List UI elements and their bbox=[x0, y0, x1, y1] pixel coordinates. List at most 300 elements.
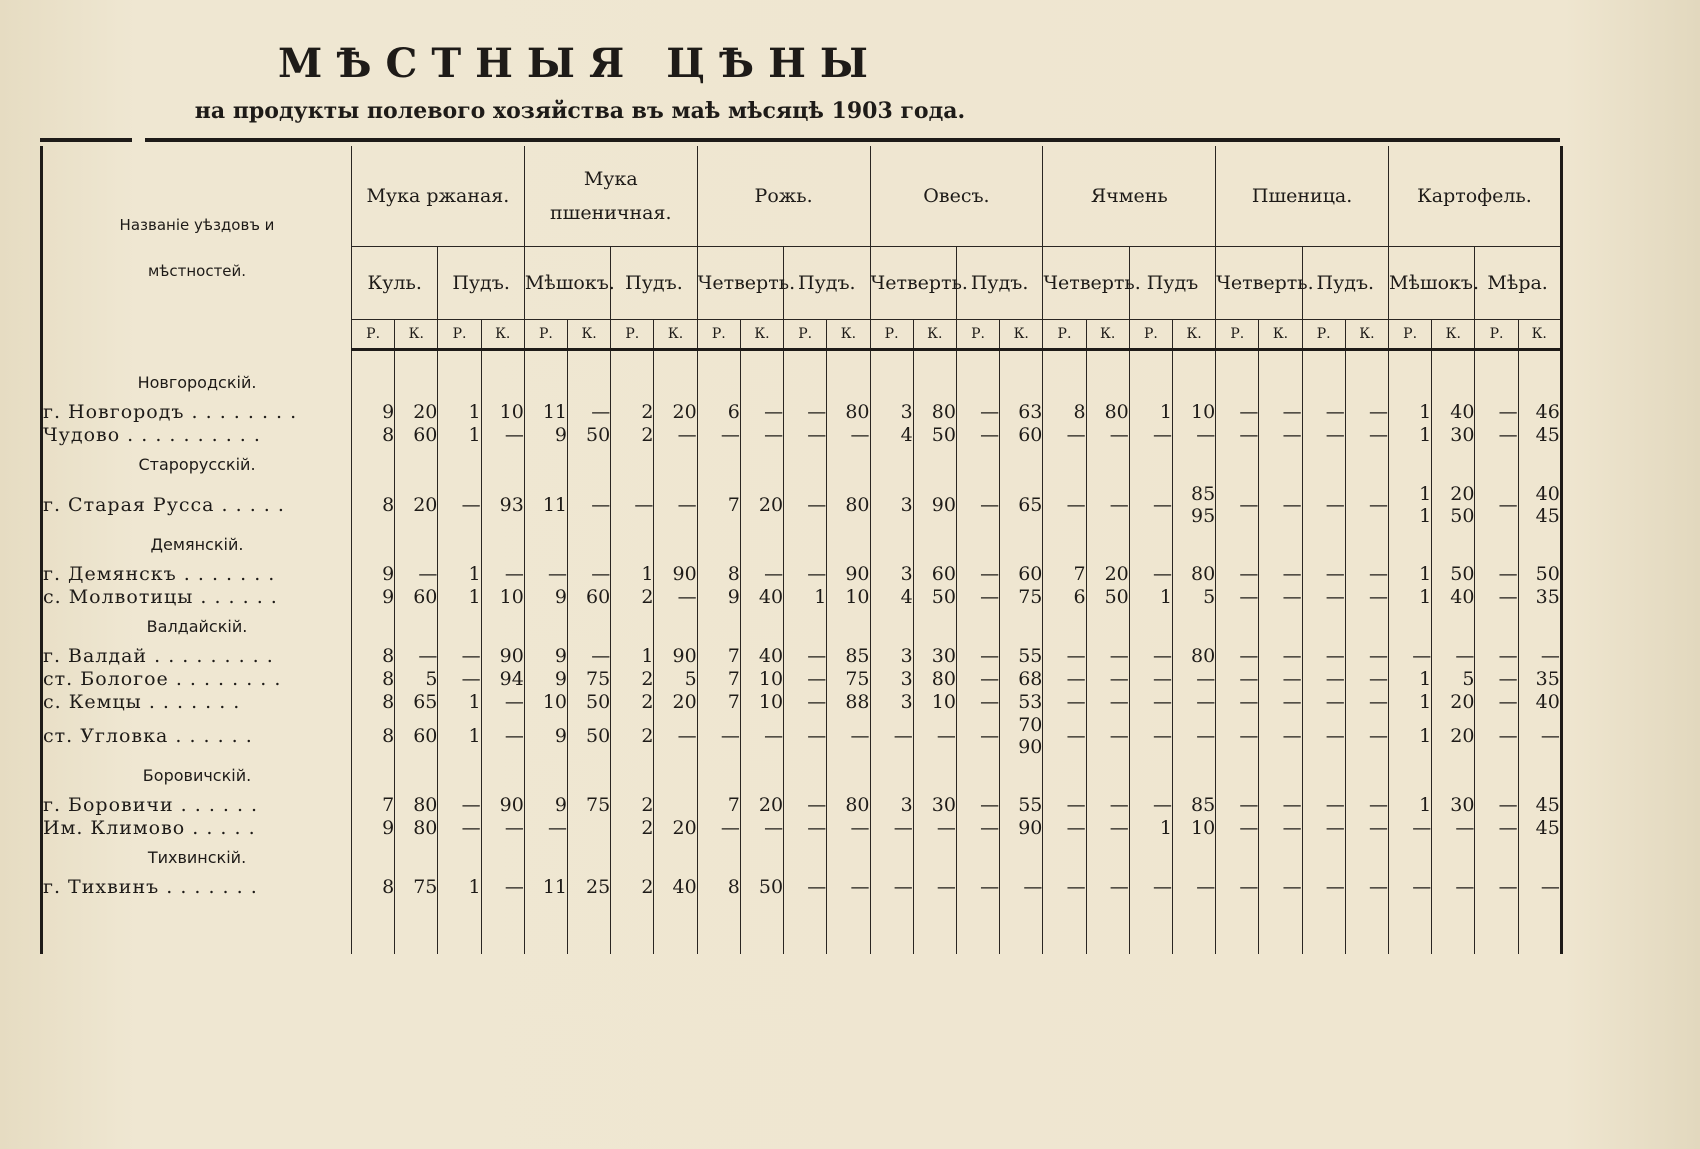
empty-cell bbox=[1172, 527, 1215, 563]
empty-cell bbox=[1086, 447, 1129, 483]
empty-cell bbox=[524, 527, 567, 563]
price-cell: 80 bbox=[827, 794, 870, 817]
price-cell: — bbox=[1043, 691, 1086, 714]
spacer-cell bbox=[870, 350, 913, 366]
empty-cell bbox=[784, 609, 827, 645]
price-cell: 20 bbox=[395, 483, 438, 527]
empty-cell bbox=[481, 758, 524, 794]
spacer-cell bbox=[1172, 899, 1215, 954]
price-cell: 1 bbox=[1129, 586, 1172, 609]
price-cell-line: 45 bbox=[1535, 505, 1560, 527]
place-name: с. Кемцы . . . . . . . bbox=[42, 691, 352, 714]
empty-cell bbox=[870, 365, 913, 401]
spacer-cell bbox=[395, 350, 438, 366]
price-cell: 9 bbox=[352, 401, 395, 424]
empty-cell bbox=[1216, 840, 1259, 876]
spacer-cell bbox=[827, 899, 870, 954]
empty-cell bbox=[1043, 758, 1086, 794]
price-cell: 60 bbox=[395, 714, 438, 758]
price-cell: — bbox=[956, 563, 999, 586]
price-cell: — bbox=[481, 691, 524, 714]
empty-cell bbox=[1043, 365, 1086, 401]
price-cell: — bbox=[870, 817, 913, 840]
price-cell: — bbox=[1129, 691, 1172, 714]
price-cell: 1 bbox=[1389, 668, 1432, 691]
empty-cell bbox=[1475, 447, 1518, 483]
price-cell: — bbox=[1043, 817, 1086, 840]
empty-cell bbox=[481, 365, 524, 401]
price-cell: 3 bbox=[870, 645, 913, 668]
spacer-cell bbox=[654, 350, 697, 366]
empty-cell bbox=[1043, 609, 1086, 645]
price-cell: — bbox=[1216, 794, 1259, 817]
price-cell: 80 bbox=[913, 401, 956, 424]
district-row bbox=[42, 447, 1562, 483]
price-cell: 8 bbox=[352, 668, 395, 691]
price-cell: 5 bbox=[654, 668, 697, 691]
price-cell: 60 bbox=[395, 424, 438, 447]
price-cell: 75 bbox=[827, 668, 870, 691]
empty-cell bbox=[1518, 447, 1561, 483]
header-unit-0-1: Пудъ. bbox=[438, 247, 524, 320]
price-cell: 80 bbox=[913, 668, 956, 691]
price-cell: 2 bbox=[611, 817, 654, 840]
empty-cell bbox=[1432, 447, 1475, 483]
price-cell: 10 bbox=[524, 691, 567, 714]
price-cell: — bbox=[438, 645, 481, 668]
empty-cell bbox=[740, 447, 783, 483]
place-row bbox=[42, 483, 1562, 527]
header-unit-4-1: Пудъ bbox=[1129, 247, 1215, 320]
price-cell: — bbox=[1259, 401, 1302, 424]
header-rub: Р. bbox=[438, 320, 481, 350]
empty-cell bbox=[1129, 758, 1172, 794]
empty-cell bbox=[1129, 527, 1172, 563]
spacer-cell bbox=[1475, 899, 1518, 954]
empty-cell bbox=[1518, 758, 1561, 794]
price-cell: — bbox=[1475, 876, 1518, 899]
empty-cell bbox=[611, 447, 654, 483]
price-cell: 1 bbox=[1389, 714, 1432, 758]
price-cell: 75 bbox=[568, 668, 611, 691]
empty-cell bbox=[827, 609, 870, 645]
price-cell: — bbox=[827, 714, 870, 758]
empty-cell bbox=[1216, 609, 1259, 645]
empty-cell bbox=[1345, 609, 1388, 645]
price-cell: 50 bbox=[913, 586, 956, 609]
empty-cell bbox=[1302, 447, 1345, 483]
empty-cell bbox=[870, 609, 913, 645]
price-cell: — bbox=[481, 817, 524, 840]
price-cell: 20 bbox=[740, 483, 783, 527]
empty-cell bbox=[1518, 365, 1561, 401]
header-unit-0-0: Куль. bbox=[352, 247, 438, 320]
price-cell: — bbox=[1172, 424, 1215, 447]
empty-cell bbox=[956, 758, 999, 794]
price-cell: 65 bbox=[1000, 483, 1043, 527]
price-cell: — bbox=[697, 424, 740, 447]
price-cell: 20 bbox=[740, 794, 783, 817]
header-kop: К. bbox=[1345, 320, 1388, 350]
price-cell: 10 bbox=[1172, 401, 1215, 424]
price-cell-line: 40 bbox=[1535, 483, 1560, 505]
spacer-cell bbox=[1086, 350, 1129, 366]
price-cell: 8 bbox=[352, 876, 395, 899]
price-cell: 8 bbox=[697, 563, 740, 586]
price-cell: — bbox=[1259, 794, 1302, 817]
empty-cell bbox=[654, 609, 697, 645]
district-row bbox=[42, 365, 1562, 401]
empty-cell bbox=[1172, 447, 1215, 483]
price-cell: — bbox=[784, 563, 827, 586]
price-cell: 20 bbox=[1432, 714, 1475, 758]
price-cell: — bbox=[956, 668, 999, 691]
price-cell: — bbox=[1043, 714, 1086, 758]
spacer-cell bbox=[913, 350, 956, 366]
empty-cell bbox=[1129, 609, 1172, 645]
price-cell: — bbox=[1475, 691, 1518, 714]
header-rub: Р. bbox=[1389, 320, 1432, 350]
empty-cell bbox=[1302, 758, 1345, 794]
price-cell: — bbox=[611, 483, 654, 527]
spacer-cell bbox=[352, 899, 395, 954]
spacer-cell bbox=[956, 899, 999, 954]
price-cell: — bbox=[1216, 645, 1259, 668]
header-rub: Р. bbox=[956, 320, 999, 350]
price-cell: — bbox=[697, 817, 740, 840]
price-cell: 53 bbox=[1000, 691, 1043, 714]
empty-cell bbox=[1475, 609, 1518, 645]
empty-cell bbox=[1518, 840, 1561, 876]
price-cell: 20 bbox=[1086, 563, 1129, 586]
spacer-cell bbox=[568, 350, 611, 366]
header-kop: К. bbox=[395, 320, 438, 350]
empty-cell bbox=[1216, 447, 1259, 483]
price-cell: 75 bbox=[568, 794, 611, 817]
empty-cell bbox=[1043, 840, 1086, 876]
empty-cell bbox=[1259, 447, 1302, 483]
price-cell: 7 bbox=[697, 668, 740, 691]
empty-cell bbox=[1345, 840, 1388, 876]
price-cell: 1 bbox=[1389, 563, 1432, 586]
price-cell: — bbox=[1259, 645, 1302, 668]
district-name: Новгородскій. bbox=[42, 365, 352, 401]
price-cell: 80 bbox=[1172, 645, 1215, 668]
price-cell: — bbox=[784, 794, 827, 817]
price-cell: — bbox=[654, 483, 697, 527]
price-cell: 4 bbox=[870, 424, 913, 447]
price-cell: 40 bbox=[1432, 586, 1475, 609]
price-cell: — bbox=[481, 714, 524, 758]
empty-cell bbox=[568, 840, 611, 876]
price-cell: — bbox=[524, 817, 567, 840]
place-row bbox=[42, 817, 1562, 840]
price-cell: — bbox=[481, 563, 524, 586]
price-cell: — bbox=[1043, 794, 1086, 817]
price-cell: — bbox=[740, 714, 783, 758]
price-cell: — bbox=[481, 424, 524, 447]
price-cell: — bbox=[1475, 483, 1518, 527]
place-name: Им. Климово . . . . . bbox=[42, 817, 352, 840]
header-rub: Р. bbox=[1302, 320, 1345, 350]
price-cell: — bbox=[1259, 876, 1302, 899]
empty-cell bbox=[1518, 609, 1561, 645]
empty-cell bbox=[654, 447, 697, 483]
price-cell: — bbox=[1172, 691, 1215, 714]
price-cell: — bbox=[1043, 645, 1086, 668]
price-cell: 63 bbox=[1000, 401, 1043, 424]
spacer-cell bbox=[827, 350, 870, 366]
price-cell: — bbox=[1259, 563, 1302, 586]
header-row-groups bbox=[42, 146, 1562, 247]
price-cell: — bbox=[1302, 691, 1345, 714]
empty-cell bbox=[1432, 527, 1475, 563]
price-cell: — bbox=[870, 876, 913, 899]
header-unit-1-1: Пудъ. bbox=[611, 247, 697, 320]
price-cell: — bbox=[784, 714, 827, 758]
empty-cell bbox=[654, 840, 697, 876]
empty-cell bbox=[913, 365, 956, 401]
empty-cell bbox=[568, 527, 611, 563]
price-cell: 2 bbox=[611, 424, 654, 447]
empty-cell bbox=[1000, 840, 1043, 876]
empty-cell bbox=[1302, 527, 1345, 563]
place-row bbox=[42, 691, 1562, 714]
price-cell: — bbox=[1302, 424, 1345, 447]
price-cell: 3 bbox=[870, 691, 913, 714]
header-rub: Р. bbox=[1475, 320, 1518, 350]
price-cell: — bbox=[568, 483, 611, 527]
price-cell: 55 bbox=[1000, 794, 1043, 817]
price-cell: 80 bbox=[827, 401, 870, 424]
spacer-cell bbox=[1302, 899, 1345, 954]
price-cell: — bbox=[1389, 817, 1432, 840]
place-name: г. Тихвинъ . . . . . . . bbox=[42, 876, 352, 899]
price-cell: — bbox=[1302, 817, 1345, 840]
price-cell: 50 bbox=[1432, 563, 1475, 586]
price-cell: 3 bbox=[870, 483, 913, 527]
price-cell: 2 bbox=[611, 586, 654, 609]
empty-cell bbox=[1389, 758, 1432, 794]
price-cell: — bbox=[1345, 817, 1388, 840]
district-name: Демянскій. bbox=[42, 527, 352, 563]
price-cell: — bbox=[1389, 876, 1432, 899]
empty-cell bbox=[1389, 527, 1432, 563]
price-cell: 1 bbox=[438, 401, 481, 424]
price-cell: — bbox=[1518, 876, 1561, 899]
empty-cell bbox=[1086, 365, 1129, 401]
price-cell-line: 70 bbox=[1018, 714, 1043, 736]
price-cell: 2 bbox=[611, 401, 654, 424]
spacer-cell bbox=[1129, 899, 1172, 954]
spacer-cell bbox=[1043, 350, 1086, 366]
price-cell: 90 bbox=[654, 563, 697, 586]
price-cell: 88 bbox=[827, 691, 870, 714]
empty-cell bbox=[1216, 527, 1259, 563]
spacer-cell bbox=[1086, 899, 1129, 954]
empty-cell bbox=[352, 447, 395, 483]
empty-cell bbox=[352, 365, 395, 401]
price-cell: — bbox=[956, 691, 999, 714]
spacer-cell bbox=[740, 350, 783, 366]
price-cell: — bbox=[870, 714, 913, 758]
price-cell: — bbox=[1345, 668, 1388, 691]
price-cell: — bbox=[1259, 586, 1302, 609]
price-cell: 90 bbox=[913, 483, 956, 527]
district-row bbox=[42, 758, 1562, 794]
empty-cell bbox=[697, 758, 740, 794]
place-name: г. Боровичи . . . . . . bbox=[42, 794, 352, 817]
empty-cell bbox=[1345, 758, 1388, 794]
price-cell: — bbox=[1129, 563, 1172, 586]
price-cell: 9 bbox=[524, 586, 567, 609]
price-cell: 1 bbox=[1389, 401, 1432, 424]
price-cell: — bbox=[1172, 668, 1215, 691]
price-cell: 45 bbox=[1518, 424, 1561, 447]
price-cell: — bbox=[1432, 817, 1475, 840]
price-cell: 30 bbox=[1432, 424, 1475, 447]
price-cell: 11 bbox=[524, 483, 567, 527]
price-cell: 50 bbox=[568, 714, 611, 758]
empty-cell bbox=[1259, 527, 1302, 563]
empty-cell bbox=[740, 758, 783, 794]
price-cell: 7 bbox=[697, 645, 740, 668]
empty-cell bbox=[1259, 609, 1302, 645]
price-cell: 75 bbox=[1000, 586, 1043, 609]
header-rub: Р. bbox=[1043, 320, 1086, 350]
price-cell: — bbox=[740, 563, 783, 586]
price-cell: 1 bbox=[1389, 794, 1432, 817]
spacer-cell bbox=[1345, 350, 1388, 366]
price-cell: — bbox=[1475, 668, 1518, 691]
price-cell: 9 bbox=[352, 817, 395, 840]
place-row bbox=[42, 563, 1562, 586]
price-cell: — bbox=[568, 645, 611, 668]
place-row bbox=[42, 586, 1562, 609]
price-cell-line: 85 bbox=[1191, 483, 1216, 505]
header-group-4: Ячмень bbox=[1043, 146, 1216, 247]
price-cell: — bbox=[784, 691, 827, 714]
empty-cell bbox=[1000, 758, 1043, 794]
price-cell: 50 bbox=[740, 876, 783, 899]
empty-cell bbox=[524, 365, 567, 401]
price-cell: 60 bbox=[568, 586, 611, 609]
empty-cell bbox=[481, 609, 524, 645]
price-cell: 5 bbox=[1432, 668, 1475, 691]
header-rub: Р. bbox=[352, 320, 395, 350]
empty-cell bbox=[1432, 609, 1475, 645]
price-cell: 65 bbox=[395, 691, 438, 714]
price-cell: 90 bbox=[481, 794, 524, 817]
empty-cell bbox=[870, 840, 913, 876]
empty-cell bbox=[1129, 447, 1172, 483]
price-cell: 10 bbox=[827, 586, 870, 609]
header-kop: К. bbox=[654, 320, 697, 350]
price-cell: — bbox=[654, 424, 697, 447]
price-cell bbox=[1518, 483, 1561, 527]
empty-cell bbox=[870, 447, 913, 483]
empty-cell bbox=[784, 365, 827, 401]
price-cell: 10 bbox=[913, 691, 956, 714]
price-cell: 11 bbox=[524, 876, 567, 899]
price-cell: — bbox=[956, 483, 999, 527]
price-cell: — bbox=[1302, 586, 1345, 609]
empty-cell bbox=[1345, 447, 1388, 483]
price-cell: 85 bbox=[1172, 794, 1215, 817]
price-cell: 1 bbox=[438, 563, 481, 586]
price-cell: — bbox=[1475, 401, 1518, 424]
price-cell: — bbox=[956, 586, 999, 609]
empty-cell bbox=[438, 447, 481, 483]
empty-cell bbox=[395, 758, 438, 794]
price-cell: 40 bbox=[654, 876, 697, 899]
price-cell: 90 bbox=[1000, 817, 1043, 840]
empty-cell bbox=[352, 609, 395, 645]
price-cell bbox=[1172, 483, 1215, 527]
price-cell: — bbox=[1086, 645, 1129, 668]
price-cell bbox=[1000, 714, 1043, 758]
empty-cell bbox=[870, 758, 913, 794]
header-rub: Р. bbox=[697, 320, 740, 350]
price-cell: 3 bbox=[870, 794, 913, 817]
header-group-6: Картофель. bbox=[1389, 146, 1562, 247]
price-cell: 20 bbox=[654, 691, 697, 714]
price-cell: 9 bbox=[524, 424, 567, 447]
price-cell: — bbox=[1259, 817, 1302, 840]
price-cell: — bbox=[956, 817, 999, 840]
price-cell: 7 bbox=[1043, 563, 1086, 586]
price-cell: — bbox=[1302, 483, 1345, 527]
empty-cell bbox=[956, 447, 999, 483]
empty-cell bbox=[1389, 609, 1432, 645]
price-cell: — bbox=[827, 817, 870, 840]
place-name: г. Новгородъ . . . . . . . . bbox=[42, 401, 352, 424]
empty-cell bbox=[611, 365, 654, 401]
price-cell: — bbox=[1389, 645, 1432, 668]
price-cell: — bbox=[1086, 794, 1129, 817]
price-cell: — bbox=[1259, 668, 1302, 691]
price-cell-line: 50 bbox=[1450, 505, 1475, 527]
price-cell: — bbox=[1216, 817, 1259, 840]
spacer-cell bbox=[784, 350, 827, 366]
price-cell: — bbox=[1475, 794, 1518, 817]
empty-cell bbox=[740, 527, 783, 563]
spacer-cell bbox=[870, 899, 913, 954]
district-name: Боровичскій. bbox=[42, 758, 352, 794]
header-name-cell bbox=[42, 146, 352, 350]
empty-cell bbox=[1432, 365, 1475, 401]
price-cell: — bbox=[1086, 668, 1129, 691]
empty-cell bbox=[352, 527, 395, 563]
spacer-cell bbox=[1432, 899, 1475, 954]
price-cell: — bbox=[1043, 668, 1086, 691]
page-title: МѢСТНЫЯ ЦѢНЫ bbox=[278, 40, 882, 87]
price-cell: — bbox=[1302, 401, 1345, 424]
price-cell: — bbox=[1216, 483, 1259, 527]
price-cell: — bbox=[1043, 424, 1086, 447]
empty-cell bbox=[913, 447, 956, 483]
header-unit-3-1: Пудъ. bbox=[956, 247, 1042, 320]
empty-cell bbox=[1172, 840, 1215, 876]
district-row bbox=[42, 527, 1562, 563]
place-row bbox=[42, 401, 1562, 424]
price-cell: 8 bbox=[1043, 401, 1086, 424]
price-cell: 10 bbox=[740, 668, 783, 691]
price-cell: — bbox=[827, 876, 870, 899]
spacer-row bbox=[42, 899, 1562, 954]
price-cell-line: 95 bbox=[1191, 505, 1216, 527]
price-cell: 10 bbox=[481, 401, 524, 424]
